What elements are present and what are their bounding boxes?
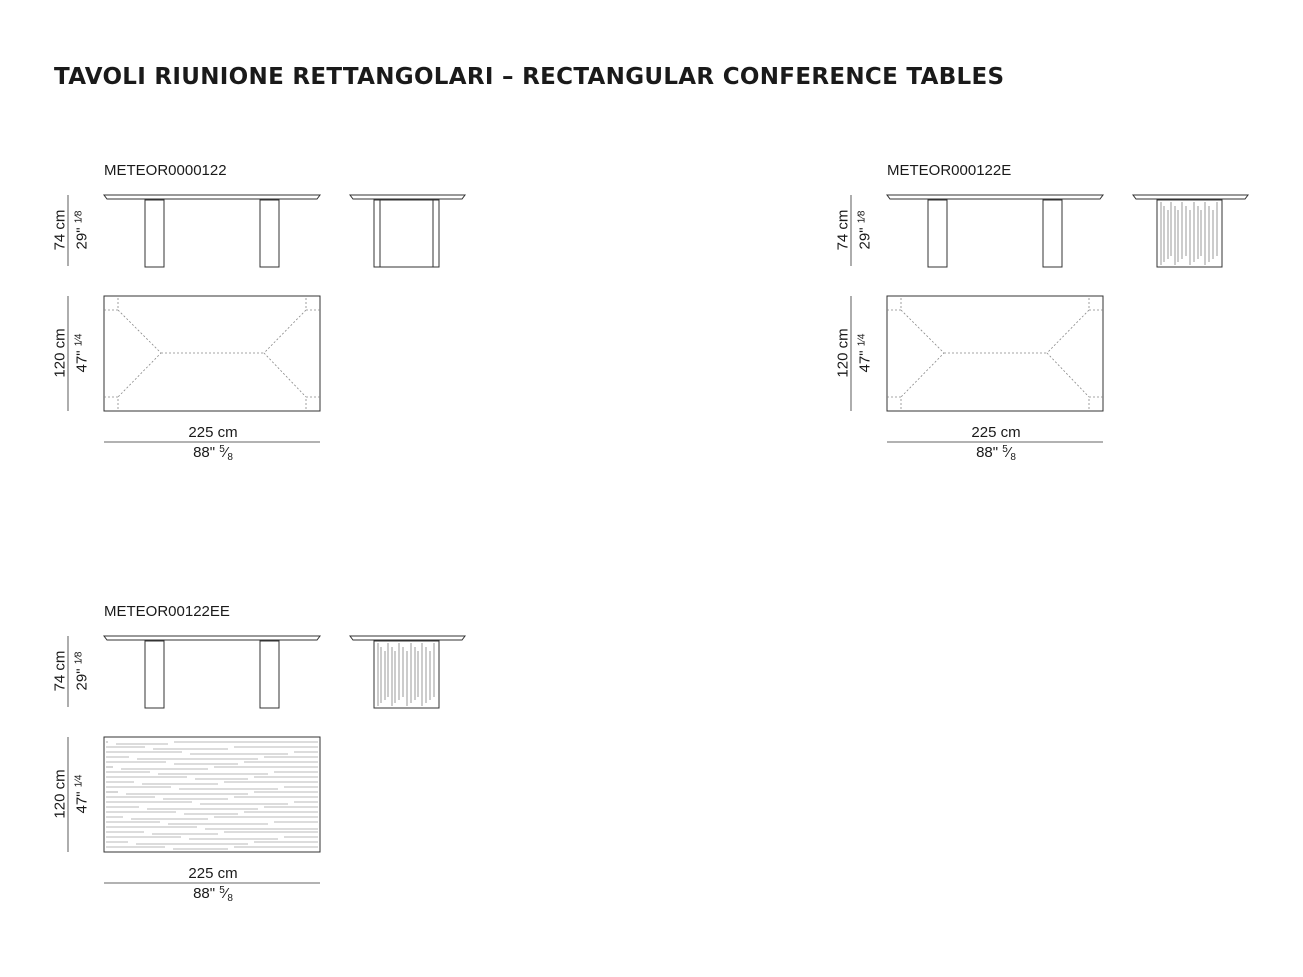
product-code: METEOR000122E [887,162,1012,179]
height-inches-value: 29" [73,227,91,250]
inlay-corner-br [1089,397,1103,411]
side-tabletop-outline [1133,195,1248,199]
width-dimension-inches: 88" $^5⁄_8$ [976,444,1016,463]
depth-dimension-inches [74,334,91,373]
tabletop-wood-grain [106,742,318,849]
front-right-leg [260,200,279,267]
side-elevation-view [350,195,465,267]
width-fraction-numerator: 5 [219,885,225,896]
width-fraction-denominator: 8 [1010,452,1016,463]
side-base-panel [374,200,439,267]
depth-inches-fraction: 1⁄4 [73,774,85,788]
depth-inches-value: 47" [856,350,874,373]
height-inches-value: 29" [856,227,874,250]
height-dimension-inches [857,211,874,250]
front-tabletop-outline [104,195,320,199]
depth-dimension-cm: 120 cm [51,328,69,378]
technical-drawing [51,603,474,923]
front-elevation-view [887,195,1103,267]
width-dimension-cm: 225 cm [188,424,238,441]
width-dimension-cm: 225 cm [188,865,238,882]
side-tabletop-outline [350,636,465,640]
front-elevation-view [104,636,320,708]
front-elevation-view [104,195,320,267]
inlay-corner-tl [887,296,901,310]
depth-inches-value: 47" [73,350,91,373]
width-fraction-numerator: 5 [1002,444,1008,455]
depth-dimension-cm: 120 cm [834,328,852,378]
height-dimension-cm: 74 cm [51,209,69,251]
tabletop-inlay-pattern [104,296,320,411]
technical-drawing [51,162,474,482]
height-inches-fraction: 1⁄8 [73,210,85,224]
width-dimension-inches: 88" $^5⁄_8$ [193,444,233,463]
inlay-corner-bl [104,397,118,411]
depth-inches-fraction: 1⁄4 [73,333,85,347]
front-tabletop-outline [887,195,1103,199]
depth-inches-fraction: 1⁄4 [856,333,868,347]
plan-tabletop-outline [887,296,1103,411]
width-fraction-denominator: 8 [227,893,233,904]
height-dimension-cm: 74 cm [51,650,69,692]
base-wood-grain [1161,202,1217,265]
plan-view [887,296,1103,411]
side-base-panel [374,641,439,708]
side-tabletop-outline [350,195,465,199]
side-elevation-view [350,636,465,708]
plan-tabletop-outline [104,296,320,411]
product-code: METEOR00122EE [104,603,230,620]
product-meteor000122e [834,162,1257,482]
depth-dimension-inches [74,775,91,814]
height-dimension-inches [74,652,91,691]
inlay-corner-br [306,397,320,411]
front-left-leg [928,200,947,267]
inlay-corner-tr [1089,296,1103,310]
width-dimension-inches: 88" $^5⁄_8$ [193,885,233,904]
inlay-corner-tl [104,296,118,310]
height-inches-fraction: 1⁄8 [73,651,85,665]
technical-drawing [834,162,1257,482]
height-dimension-cm: 74 cm [834,209,852,251]
width-inches-value: 88" [193,885,216,902]
width-inches-value: 88" [976,444,999,461]
base-wood-grain [378,643,434,706]
inlay-corner-bl [887,397,901,411]
width-dimension-cm: 225 cm [971,424,1021,441]
page-title: TAVOLI RIUNIONE RETTANGOLARI – RECTANGULAR CONFERENCE TABLES [54,64,1005,90]
product-meteor00122ee [51,603,474,923]
front-left-leg [145,200,164,267]
depth-dimension-cm: 120 cm [51,769,69,819]
plan-view [104,296,320,411]
product-meteor0000122 [51,162,474,482]
width-fraction-numerator: 5 [219,444,225,455]
inlay-right-diagonals [264,310,306,397]
inlay-corner-tr [306,296,320,310]
product-code: METEOR0000122 [104,162,227,179]
width-fraction-denominator: 8 [227,452,233,463]
front-right-leg [260,641,279,708]
depth-inches-value: 47" [73,791,91,814]
side-elevation-view [1133,195,1248,267]
side-base-panel [1157,200,1222,267]
depth-dimension-inches [857,334,874,373]
front-tabletop-outline [104,636,320,640]
width-inches-value: 88" [193,444,216,461]
height-dimension-inches [74,211,91,250]
front-left-leg [145,641,164,708]
inlay-left-diagonals [118,310,161,397]
height-inches-fraction: 1⁄8 [856,210,868,224]
inlay-left-diagonals [901,310,944,397]
tabletop-inlay-pattern [887,296,1103,411]
height-inches-value: 29" [73,668,91,691]
inlay-right-diagonals [1047,310,1089,397]
plan-view [104,737,320,852]
front-right-leg [1043,200,1062,267]
